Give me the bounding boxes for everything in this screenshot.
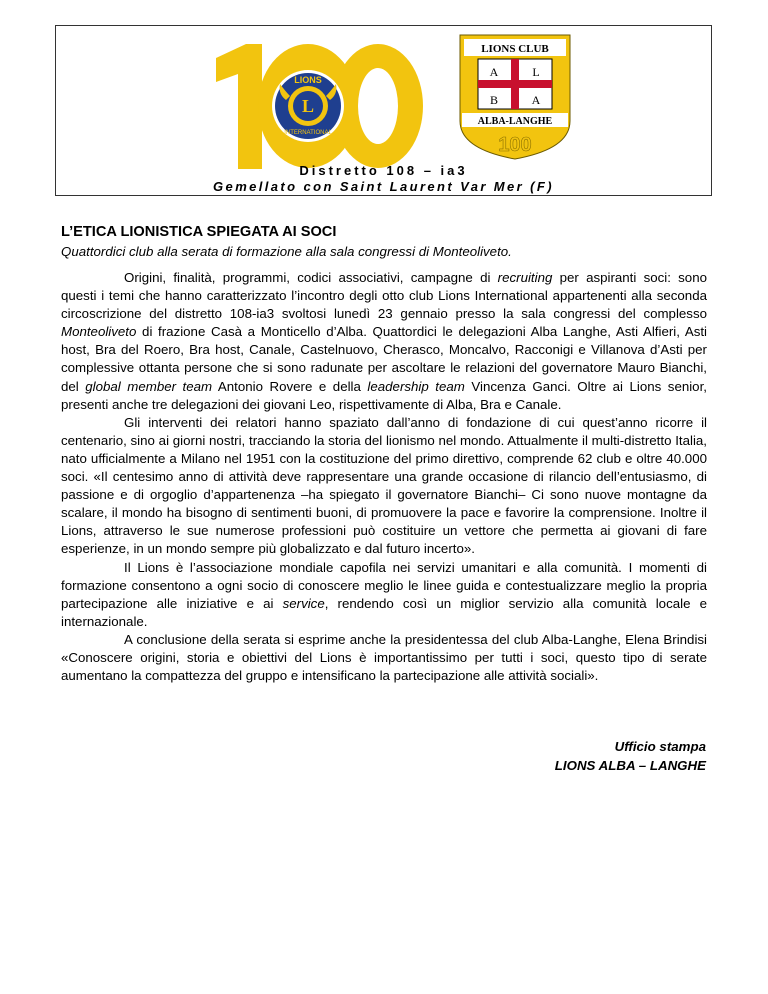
paragraph-3 xyxy=(61,559,707,631)
article-body xyxy=(61,269,707,685)
lions-emblem-letter: L xyxy=(301,96,315,116)
p1-text-c: per aspiranti soci: sono questi i temi che hanno caratterizzato l’incontro degli otto club Lions International appartenenti alla seconda circoscrizione del distretto 108-ia3 svoltosi lunedì 23 gennaio presso la sala congressi del complesso xyxy=(61,270,707,322)
paragraph-1 xyxy=(61,269,707,414)
p3-italic-service: service xyxy=(282,595,325,611)
letterhead xyxy=(55,25,712,196)
p1-text-g: Antonio Rovere e della xyxy=(212,378,368,394)
club-logo-cell-1: A xyxy=(489,65,499,79)
p1-italic-leadership-team: leadership team xyxy=(367,378,465,394)
club-logo-cell-4: A xyxy=(531,93,541,107)
club-logo-cell-2: L xyxy=(532,65,540,79)
club-shield-logo xyxy=(456,31,574,161)
lions-emblem-label: LIONS xyxy=(294,75,322,85)
centennial-100-graphic xyxy=(216,44,426,169)
article-subtitle: Quattordici club alla serata di formazione alla sala congressi di Monteoliveto. xyxy=(61,244,512,259)
p1-text-a: Origini, finalità, programmi, codici associativi, campagne di xyxy=(124,270,498,285)
district-label: Distretto 108 – ia3 xyxy=(299,163,468,178)
club-logo-bottom-text: ALBA-LANGHE xyxy=(477,116,553,127)
p3-text-c: , rendendo così un miglior servizio alla comunità locale e internazionale. xyxy=(61,595,707,629)
p1-italic-global-member-team: global member team xyxy=(85,378,213,394)
twinning-label: Gemellato con Saint Laurent Var Mer (F) xyxy=(213,179,554,194)
club-logo-top-text: LIONS CLUB xyxy=(481,43,549,55)
signature-block xyxy=(555,737,706,775)
article-title: L’ETICA LIONISTICA SPIEGATA AI SOCI xyxy=(61,224,337,240)
club-logo-small-100: 100 xyxy=(498,134,532,156)
club-shield-graphic xyxy=(456,31,574,161)
lions-emblem-ring: INTERNATIONAL xyxy=(284,130,332,136)
club-logo-cell-3: B xyxy=(489,93,499,107)
p1-italic-recruiting: recruiting xyxy=(497,270,553,285)
p1-text-i: Vincenza Ganci. Oltre ai Lions senior, presenti anche tre delegazioni dei giovani Leo, rispettivamente di Alba, Bra e Canale. xyxy=(61,378,707,412)
centennial-logo xyxy=(216,44,426,169)
paragraph-2: Gli interventi dei relatori hanno spaziato dall’anno di fondazione di cui quest’anno ricorre il centenario, sino ai giorni nostri, tracciando la storia del lionismo nel mondo. Attualmente il multi-distretto Italia, nato ufficialmente a Milano nel 1951 con la costituzione del primo direttivo, comprende 62 club e oltre 40.000 soci. «Il centesimo anno di attività deve rappresentare una grande occasione di rilancio dell’entusiasmo, di passione e di orgoglio d’appartenenza –ha spiegato il governatore Bianchi– Ci sono nuove montagne da scalare, il mondo ha bisogno di sentimenti buoni, di promuovere la pace e favorire la comprensione. Inoltre il Lions, attraverso le sue numerose professioni può costituire un vettore che permetta ai giovani di fare esperienze, in un mondo sempre più globalizzato e dal futuro incerto». xyxy=(61,414,707,557)
p3-text-a: Il Lions è l’associazione mondiale capofila nei servizi umanitari e alla comunità. I momenti di formazione consentono a ogni socio di conoscere meglio le linee guida e contestualizzare meglio la propria partecipazione alle iniziative e ai xyxy=(61,559,707,611)
signature-office: Ufficio stampa xyxy=(614,739,706,754)
p1-text-e: di frazione Casà a Monticello d’Alba. Quattordici le delegazioni Alba Langhe, Asti Alfieri, Asti host, Bra del Roero, Bra host, Canale, Castelnuovo, Cherasco, Moncalvo, Racconigi e Villanova d’Asti per complessive ottanta persone che si sono radunate per ascoltare le relazioni del governatore Mauro Bianchi, del xyxy=(61,324,707,394)
paragraph-4: A conclusione della serata si esprime anche la presidentessa del club Alba-Langhe, Elena Brindisi «Conoscere origini, storia e obiettivi del Lions è importantissimo per tutti i soci, questo tipo di serate aumentano la compattezza del gruppo e intensificano la partecipazione alle attività sociali». xyxy=(61,631,707,684)
signature-club: LIONS ALBA – LANGHE xyxy=(554,758,706,773)
p1-italic-monteoliveto: Monteoliveto xyxy=(61,324,137,340)
